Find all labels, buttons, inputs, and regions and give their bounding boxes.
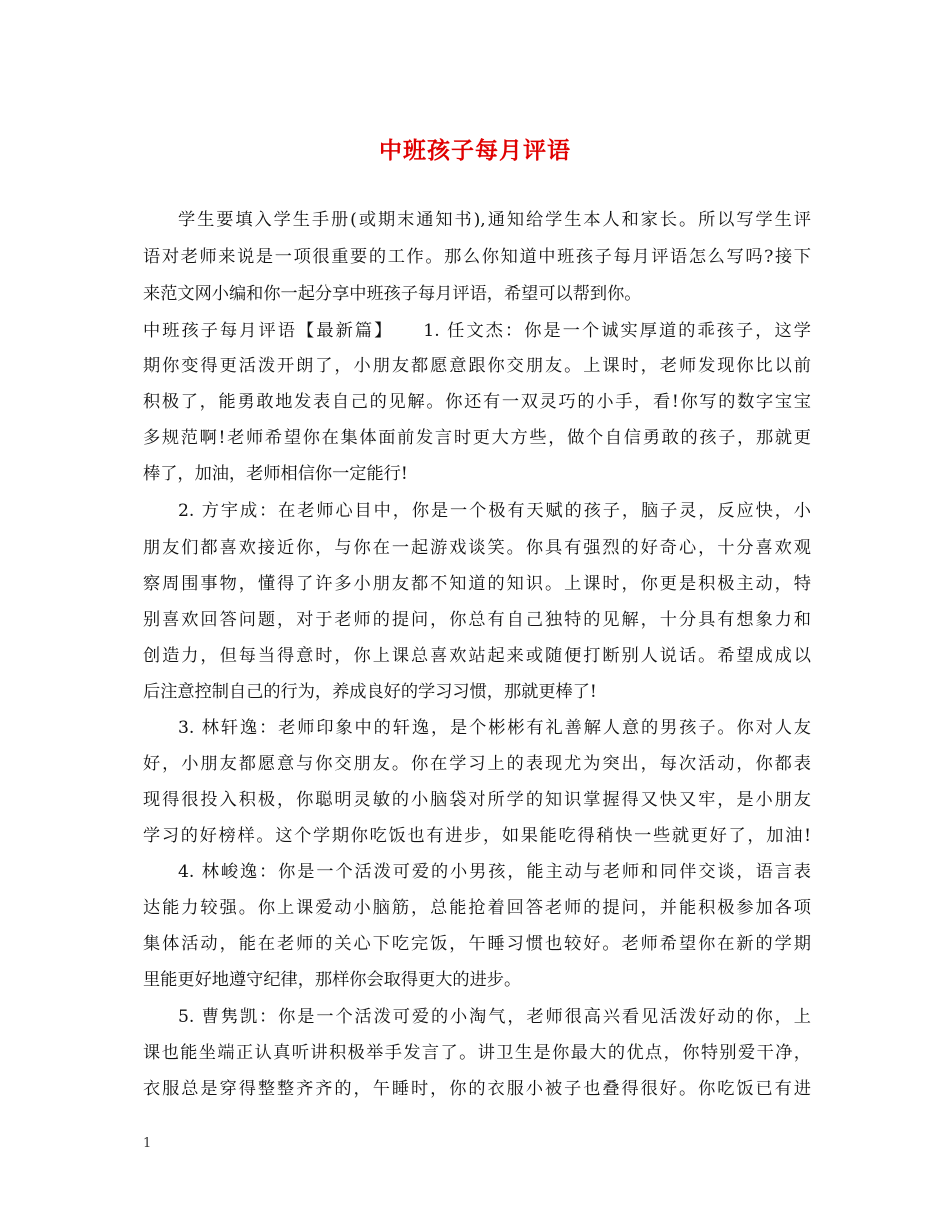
text-line: 积极了，能勇敢地发表自己的见解。你还有一双灵巧的小手，看!你写的数字宝宝 [143, 392, 811, 412]
text-line: 来范文网小编和你一起分享中班孩子每月评语，希望可以帮到你。 [143, 284, 642, 304]
text-line: 达能力较强。你上课爱动小脑筋，总能抢着回答老师的提问，并能积极参加各项 [143, 898, 811, 918]
text-line: 别喜欢回答问题，对于老师的提问，你总有自己独特的见解，十分具有想象力和 [143, 610, 811, 630]
text-line: 期你变得更活泼开朗了，小朋友都愿意跟你交朋友。上课时，老师发现你比以前 [143, 356, 811, 376]
text-line: 3. 林轩逸：老师印象中的轩逸，是个彬彬有礼善解人意的男孩子。你对人友 [178, 718, 811, 738]
text-line: 课也能坐端正认真听讲积极举手发言了。讲卫生是你最大的优点，你特别爱干净， [143, 1043, 811, 1063]
text-line: 察周围事物，懂得了许多小朋友都不知道的知识。上课时，你更是积极主动，特 [143, 574, 811, 594]
text-line: 衣服总是穿得整整齐齐的，午睡时，你的衣服小被子也叠得很好。你吃饭已有进 [143, 1079, 811, 1099]
text-line: 创造力，但每当得意时，你上课总喜欢站起来或随便打断别人说话。希望成成以 [143, 646, 811, 666]
text-line: 中班孩子每月评语【最新篇】 1. 任文杰：你是一个诚实厚道的乖孩子，这学 [143, 321, 811, 341]
text-line: 语对老师来说是一项很重要的工作。那么你知道中班孩子每月评语怎么写吗?接下 [143, 247, 811, 267]
text-line: 集体活动，能在老师的关心下吃完饭，午睡习惯也较好。老师希望你在新的学期 [143, 934, 811, 954]
text-line: 里能更好地遵守纪律，那样你会取得更大的进步。 [143, 970, 522, 990]
text-line: 学生要填入学生手册(或期末通知书),通知给学生本人和家长。所以写学生评 [178, 210, 811, 230]
text-line: 2. 方宇成：在老师心目中，你是一个极有天赋的孩子，脑子灵，反应快，小 [178, 501, 811, 521]
text-line: 现得很投入积极，你聪明灵敏的小脑袋对所学的知识掌握得又快又牢，是小朋友 [143, 790, 811, 810]
text-line: 棒了，加油，老师相信你一定能行! [143, 464, 408, 484]
text-line: 学习的好榜样。这个学期你吃饭也有进步，如果能吃得稍快一些就更好了，加油! [143, 826, 811, 846]
text-line: 5. 曹隽凯：你是一个活泼可爱的小淘气，老师很高兴看见活泼好动的你，上 [178, 1007, 811, 1027]
document-title: 中班孩子每月评语 [379, 137, 571, 164]
text-line: 多规范啊!老师希望你在集体面前发言时更大方些，做个自信勇敢的孩子，那就更 [143, 428, 811, 448]
text-line: 后注意控制自己的行为，养成良好的学习习惯，那就更棒了! [143, 682, 597, 702]
page-number: 1 [143, 1136, 152, 1151]
text-line: 朋友们都喜欢接近你，与你在一起游戏谈笑。你具有强烈的好奇心，十分喜欢观 [143, 538, 811, 558]
text-line: 好，小朋友都愿意与你交朋友。你在学习上的表现尤为突出，每次活动，你都表 [143, 754, 811, 774]
text-line: 4. 林峻逸：你是一个活泼可爱的小男孩，能主动与老师和同伴交谈，语言表 [178, 862, 811, 882]
